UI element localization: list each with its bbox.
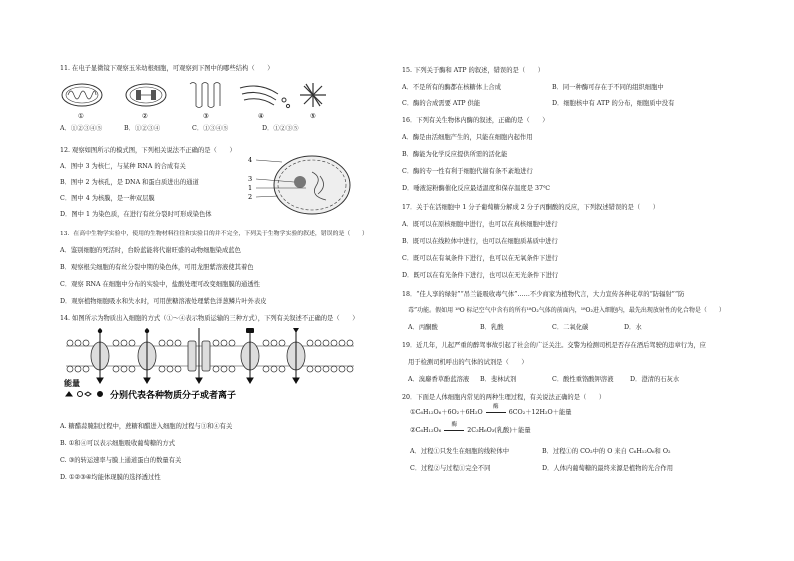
q11-option-d[interactable]: D．①②③⑤ [262, 125, 299, 132]
q20-eq2-arrow [443, 422, 465, 434]
q12-fig-label-2: 2 [248, 193, 253, 201]
q17-option-c[interactable]: C．既可以在有氧条件下进行，也可以在无氧条件下进行 [402, 255, 558, 262]
q11-option-c[interactable]: C．①③④⑤ [192, 125, 229, 132]
q12-fig-label-4: 4 [248, 156, 253, 164]
q11-label-3: ③ [203, 112, 209, 120]
q14-caption: 分别代表各种物质分子或者离子 [110, 391, 237, 401]
q11-label-1: ① [78, 112, 84, 120]
q20-option-d[interactable]: D．人体内葡萄糖的最终来源是植物的光合作用 [542, 465, 673, 472]
q20-eq2-right: 2C₃H₆O₃(乳酸)＋能量 [467, 427, 531, 434]
q20-eq2-left: ②C₆H₁₂O₆ [410, 427, 442, 434]
q20-eq2-enzyme: 酶 [451, 422, 457, 428]
centriole-drawing [300, 83, 326, 107]
q20-option-a[interactable]: A．过程①只发生在细胞的线粒体中 [410, 448, 510, 455]
q18-line2: 毒”功能。假如用 ¹⁸O 标记空气中含有的所有¹⁸O₂气体的前面内，¹⁸O₂进入细胞内，最先出现放射性的化合物是（ ） [408, 307, 725, 314]
q19-option-b[interactable]: B．斐林试剂 [480, 376, 517, 383]
q11-option-a[interactable]: A．①②③④⑤ [60, 125, 103, 132]
q17-option-b[interactable]: B．既可以在线粒体中进行，也可以在细胞质基质中进行 [402, 238, 558, 245]
q17-stem: 17．关于在活细胞中 1 分子葡萄糖分解成 2 分子丙酮酸的反应，下列叙述错误的是（ ） [402, 204, 660, 211]
q18-options [408, 325, 642, 331]
q19-line1: 19．近几年，儿起严重的醉驾事故引起了社会的广泛关注。交警为检测司机是否存在酒后驾驶的违章行为，应 [402, 342, 706, 349]
q13-option-c[interactable]: C．观察 RNA 在细胞中分布的实验中，盐酸处理可改变细胞膜的通透性 [60, 281, 260, 288]
legend-symbols [66, 392, 103, 397]
q11-label-4: ④ [258, 112, 264, 120]
q12-stem: 12. 观察如图所示的模式图，下列相关说法不正确的是（ ） [60, 147, 236, 154]
q12-nucleus-figure [242, 152, 360, 218]
q14-stem: 14. 如图所示为物质出入细胞的方式（①～④表示物质运输的三种方式），下列有关叙述不正确的是（ ） [60, 315, 359, 322]
q11-stem: 11. 在电子显微镜下观察玉米幼根细胞，可观察到下图中的哪些结构（ ） [60, 65, 274, 72]
q17-option-a[interactable]: A．既可以在原核细胞中进行，也可以在真核细胞中进行 [402, 221, 558, 228]
q18-option-d[interactable]: D．水 [624, 324, 642, 331]
q13-option-d[interactable]: D．观察植物细胞吸水和失水时，可用蔗糖溶液处理紫色洋葱鳞片叶外表皮 [60, 298, 267, 305]
q19-options [408, 377, 679, 383]
q14-option-a[interactable]: A. 糖醋蒜腌制过程中，蔗糖和醋进入细胞的过程与③和④有关 [60, 423, 233, 430]
golgi-drawing [240, 86, 290, 108]
q20-equation-2 [410, 422, 531, 434]
q17-option-d[interactable]: D．既可以在有光条件下进行，也可以在无光条件下进行 [402, 272, 559, 279]
q11-options [60, 126, 299, 132]
mitochondrion-drawing [62, 84, 102, 106]
q11-label-2: ② [142, 112, 148, 120]
q15-option-d[interactable]: D．细胞核中有 ATP 的分布，细胞质中没有 [552, 100, 675, 107]
q16-option-b[interactable]: B．酶能为化学反应提供所需的活化能 [402, 151, 508, 158]
transport-arrows [97, 328, 299, 383]
q15-option-c[interactable]: C．酶的合成需要 ATP 供能 [402, 100, 481, 107]
endoplasmic-reticulum-drawing [190, 83, 220, 108]
q16-option-c[interactable]: C．酶的专一性有利于细胞代谢有条不紊地进行 [402, 168, 533, 175]
q15-stem: 15. 下列关于酶和 ATP 的叙述，错误的是（ ） [402, 67, 545, 74]
q15-option-a[interactable]: A．不是所有的酶都在核糖体上合成 [402, 84, 502, 91]
q14-option-b[interactable]: B. ①和④可以表示细胞吸收葡萄糖的方式 [60, 440, 176, 447]
q20-eq1-enzyme: 酶 [492, 404, 499, 410]
q14-option-d[interactable]: D. ①②③④均能体现膜的选择透过性 [60, 474, 161, 481]
q18-line1: 18．“佳人享的绿射”“吊兰能吸收毒气体”……不少商家为植物代言，大力宣传各种花草的“防辐射”“防 [402, 291, 685, 298]
q14-membrane-figure [60, 326, 360, 406]
q14-option-c[interactable]: C. ③的转运速率与膜上通道蛋白的数量有关 [60, 457, 182, 464]
q12-option-b[interactable]: B．图中 2 为核孔，是 DNA 和蛋白质进出的通道 [60, 179, 199, 186]
q20-eq1-left: ①C₆H₁₂O₆＋6O₂＋6H₂O [410, 409, 483, 416]
q13-stem: 13．在高中生物学实验中，使用的生物材料往往和实验目的并不完全，下列关于生物学实验的叙述，错误的是（ ） [60, 231, 368, 237]
q18-option-c[interactable]: C．二氧化碳 [552, 324, 589, 331]
q20-option-b[interactable]: B．过程①的 CO₂中的 O 来自 C₆H₁₂O₆和 O₂ [542, 448, 671, 455]
q12-option-d[interactable]: D．图中 1 为染色质，在进行有丝分裂时可形成染色体 [60, 211, 212, 218]
q16-stem: 16．下列有关生物体内酶的叙述，正确的是（ ） [402, 117, 549, 124]
q13-option-a[interactable]: A．鉴别细胞的死活时，台盼蓝能将代谢旺盛的动物细胞染成蓝色 [60, 247, 241, 254]
q14-energy-label: 能量 [64, 379, 80, 388]
q11-organelle-figure [60, 78, 360, 120]
q18-option-a[interactable]: A．丙酮酸 [408, 324, 438, 331]
q19-option-d[interactable]: D．澄清的石灰水 [630, 376, 680, 383]
molecule-symbols [98, 328, 299, 333]
q13-option-b[interactable]: B．观察根尖细胞的有丝分裂中期的染色体，可用龙胆紫溶液使其着色 [60, 264, 254, 271]
q12-option-a[interactable]: A．图中 3 为核仁，与某种 RNA 的合成有关 [60, 163, 186, 170]
q12-fig-label-1: 1 [248, 184, 253, 192]
q12-option-c[interactable]: C．图中 4 为核膜，是一种双层膜 [60, 195, 155, 202]
q20-eq1-right: 6CO₂＋12H₂O＋能量 [508, 409, 572, 416]
chloroplast-drawing [126, 84, 166, 106]
q15-option-b[interactable]: B．同一种酶可存在于不同的组织细胞中 [552, 84, 664, 91]
q20-stem: 20．下面是人体细胞内常见的两种生理过程，有关说法正确的是（ ） [402, 394, 606, 401]
q12-fig-label-3: 3 [248, 175, 253, 183]
q18-option-b[interactable]: B．乳酸 [480, 324, 504, 331]
q20-eq1-arrow [485, 404, 507, 416]
q11-option-b[interactable]: B．①②③④ [124, 125, 161, 132]
q19-option-c[interactable]: C．酸性重铬酸钾溶液 [552, 376, 614, 383]
q11-label-5: ⑤ [310, 112, 316, 120]
q20-equation-1 [410, 404, 572, 416]
q20-option-c[interactable]: C．过程②与过程①完全不同 [410, 465, 491, 472]
q16-option-a[interactable]: A．酶是由活细胞产生的，只能在细胞内起作用 [402, 134, 533, 141]
q16-option-d[interactable]: D．唾液淀粉酶催化反应最适温度和保存温度是 37℃ [402, 185, 551, 192]
q19-option-a[interactable]: A．溴麝香草酚蓝溶液 [408, 376, 470, 383]
q19-line2: 用于检测司机呼出的气体的试剂是（ ） [408, 359, 528, 366]
